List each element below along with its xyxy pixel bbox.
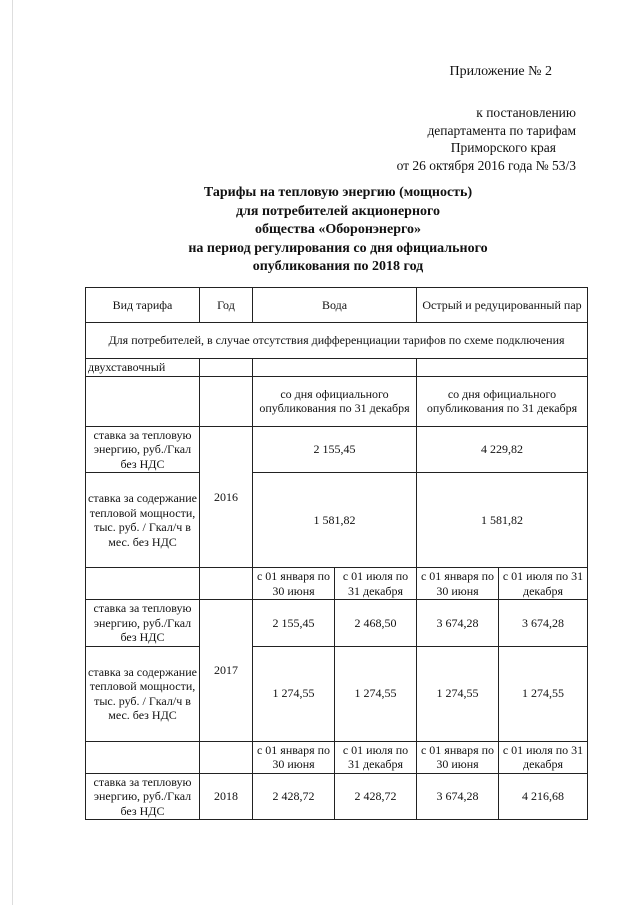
title-line-4: на период регулирования со дня официального — [188, 240, 488, 256]
capacity-2016-water: 1 581,82 — [253, 473, 417, 568]
table-row — [86, 600, 588, 647]
empty-cell — [86, 741, 200, 773]
year-2018: 2018 — [200, 773, 253, 820]
period-2017-steam-h1: с 01 января по 30 июня — [417, 568, 499, 600]
header-tariff-type: Вид тарифа — [86, 288, 200, 323]
period-row-2018 — [86, 741, 588, 773]
annex-title: Приложение № 2 — [449, 64, 552, 79]
title-line-2: для потребителей акционерного — [235, 203, 441, 219]
period-2017-steam-h2: с 01 июля по 31 декабря — [499, 568, 588, 600]
table-header-row — [86, 288, 588, 323]
rate-energy-label: ставка за тепловую энергию, руб./Гкал без НДС — [86, 426, 200, 473]
consumers-row — [86, 323, 588, 359]
table-row — [86, 773, 588, 820]
empty-cell — [200, 741, 253, 773]
rate-energy-label: ставка за тепловую энергию, руб./Гкал без НДС — [86, 773, 200, 820]
annex-line-4: от 26 октября 2016 года № 53/3 — [396, 157, 576, 173]
header-year: Год — [200, 288, 253, 323]
title-line-5: опубликования по 2018 год — [252, 259, 424, 274]
period-2016-water: со дня официального опубликования по 31 декабря — [253, 376, 417, 426]
energy-2017-water-h2: 2 468,50 — [335, 600, 417, 647]
annex-reference — [0, 104, 576, 174]
tariffs-table — [85, 287, 588, 820]
energy-2018-water-h2: 2 428,72 — [335, 773, 417, 820]
annex-line-3: Приморского края — [450, 140, 556, 155]
annex-line-2: департамента по тарифам — [427, 122, 576, 138]
capacity-2017-water-h1: 1 274,55 — [253, 646, 335, 741]
energy-2017-steam-h1: 3 674,28 — [417, 600, 499, 647]
two-part-label: двухставочный — [86, 359, 200, 377]
year-2017: 2017 — [200, 600, 253, 742]
period-2016-steam: со дня официального опубликования по 31 декабря — [417, 376, 588, 426]
annex-line-1: к постановлению — [476, 105, 576, 120]
rate-capacity-label: ставка за содержание тепловой мощности, тыс. руб. / Гкал/ч в мес. без НДС — [86, 473, 200, 568]
empty-cell — [253, 359, 417, 377]
empty-cell — [417, 359, 588, 377]
table-row — [86, 646, 588, 741]
table-row — [86, 426, 588, 473]
energy-2018-steam-h2: 4 216,68 — [499, 773, 588, 820]
energy-2017-steam-h2: 3 674,28 — [499, 600, 588, 647]
period-2018-water-h1: с 01 января по 30 июня — [253, 741, 335, 773]
energy-2016-steam: 4 229,82 — [417, 426, 588, 473]
period-2018-steam-h2: с 01 июля по 31 декабря — [499, 741, 588, 773]
empty-cell — [86, 376, 200, 426]
document-title — [150, 184, 526, 277]
year-2016: 2016 — [200, 426, 253, 568]
empty-cell — [200, 568, 253, 600]
header-water: Вода — [253, 288, 417, 323]
rate-capacity-label: ставка за содержание тепловой мощности, тыс. руб. / Гкал/ч в мес. без НДС — [86, 646, 200, 741]
period-2017-water-h2: с 01 июля по 31 декабря — [335, 568, 417, 600]
period-2018-steam-h1: с 01 января по 30 июня — [417, 741, 499, 773]
period-row-2016 — [86, 376, 588, 426]
two-part-row — [86, 359, 588, 377]
capacity-2017-steam-h1: 1 274,55 — [417, 646, 499, 741]
header-steam: Острый и редуцированный пар — [417, 288, 588, 323]
capacity-2017-water-h2: 1 274,55 — [335, 646, 417, 741]
period-2017-water-h1: с 01 января по 30 июня — [253, 568, 335, 600]
consumers-cell: Для потребителей, в случае отсутствия дифференциации тарифов по схеме подключения — [86, 323, 588, 359]
empty-cell — [200, 359, 253, 377]
period-row-2017 — [86, 568, 588, 600]
energy-2016-water: 2 155,45 — [253, 426, 417, 473]
capacity-2016-steam: 1 581,82 — [417, 473, 588, 568]
empty-cell — [200, 376, 253, 426]
title-line-1: Тарифы на тепловую энергию (мощность) — [203, 185, 473, 200]
table-row — [86, 473, 588, 568]
empty-cell — [86, 568, 200, 600]
energy-2018-steam-h1: 3 674,28 — [417, 773, 499, 820]
rate-energy-label: ставка за тепловую энергию, руб./Гкал без НДС — [86, 600, 200, 647]
capacity-2017-steam-h2: 1 274,55 — [499, 646, 588, 741]
energy-2017-water-h1: 2 155,45 — [253, 600, 335, 647]
energy-2018-water-h1: 2 428,72 — [253, 773, 335, 820]
period-2018-water-h2: с 01 июля по 31 декабря — [335, 741, 417, 773]
title-line-3: общества «Оборонэнерго» — [254, 222, 422, 237]
